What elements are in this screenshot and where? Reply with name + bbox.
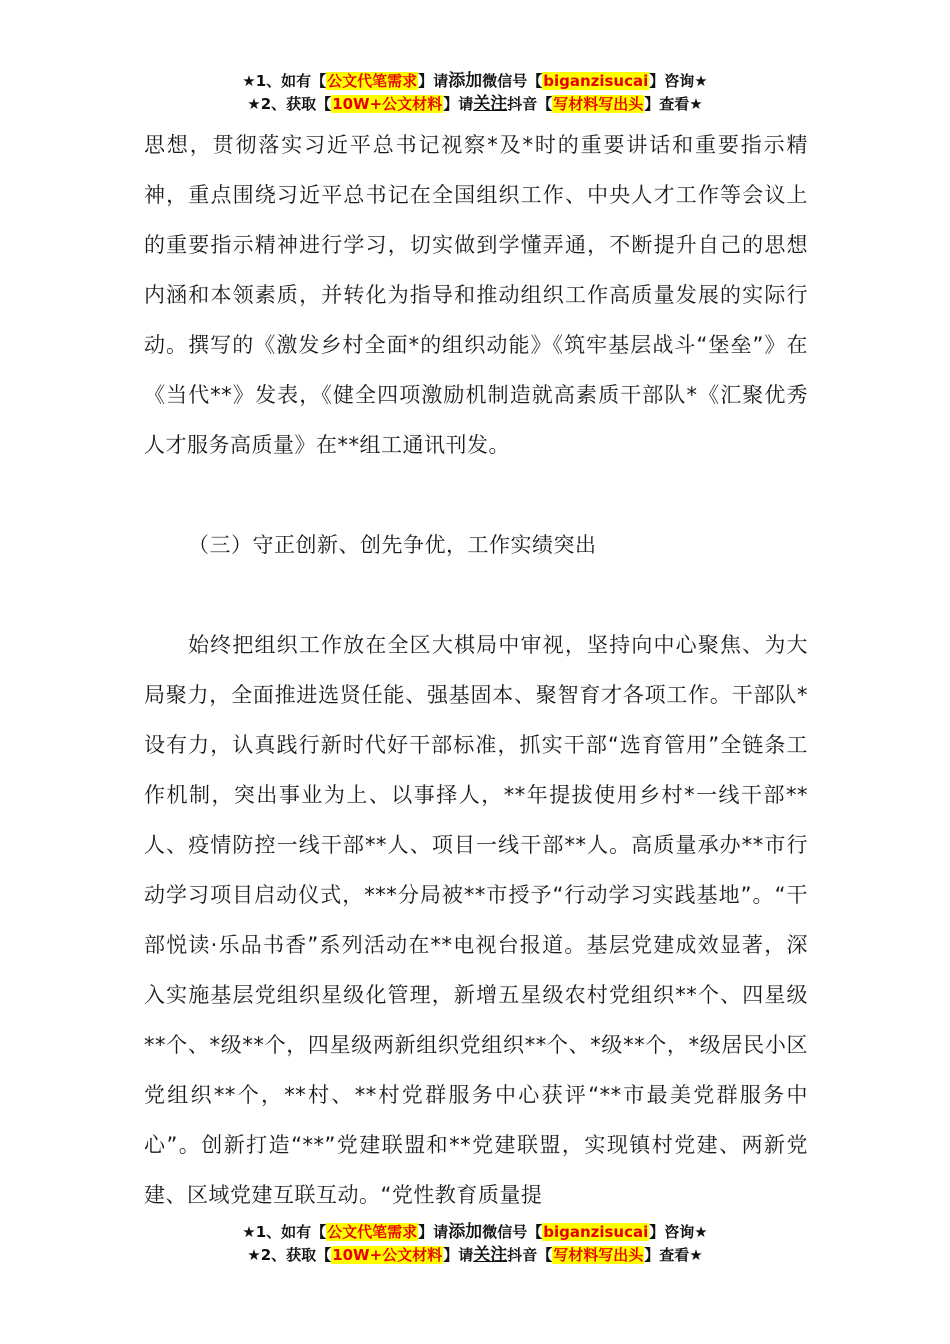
notice-text: ★1、如有【 <box>242 72 327 90</box>
highlight-wechat-id: biganzisucai <box>543 1223 649 1241</box>
notice-text: 微信号【 <box>482 72 543 90</box>
notice-line-2 <box>0 93 950 116</box>
notice-line-1 <box>0 1221 950 1244</box>
notice-line-2 <box>0 1244 950 1267</box>
notice-text: 抖音【 <box>507 95 553 113</box>
notice-text: 】请 <box>418 1223 449 1241</box>
notice-text: 】查看★ <box>644 1246 703 1264</box>
highlight-douyin-account: 写材料写出头 <box>553 95 644 113</box>
notice-text: ★2、获取【 <box>247 1246 332 1264</box>
notice-emphasis: 添加 <box>448 1222 483 1242</box>
body-paragraph: 始终把组织工作放在全区大棋局中审视，坚持向中心聚焦、为大局聚力，全面推进选贤任能、强基固本、聚智育才各项工作。干部队*设有力，认真践行新时代好干部标准，抓实干部“选育管用”全链条工作机制，突出事业为上、以事择人，**年提拔使用乡村*一线干部**人、疫情防控一线干部**人、项目一线干部**人。高质量承办**市行动学习项目启动仪式，***分局被**市授予“行动学习实践基地”。“干部悦读·乐品书香”系列活动在**电视台报道。基层党建成效显著，深入实施基层党组织星级化管理，新增五星级农村党组织**个、四星级**个、*级**个，四星级两新组织党组织**个、*级**个，*级居民小区党组织**个，**村、**村党群服务中心获评“**市最美党群服务中心”。创新打造“**”党建联盟和**党建联盟，实现镇村党建、两新党建、区域党建互联互动。“党性教育质量提 <box>144 633 808 1207</box>
notice-text: ★1、如有【 <box>242 1223 327 1241</box>
footer-notice <box>0 1221 950 1267</box>
highlight-wechat-id: biganzisucai <box>543 72 649 90</box>
notice-line-1 <box>0 70 950 93</box>
notice-text: 】咨询★ <box>649 1223 708 1241</box>
notice-text: 】请 <box>443 95 474 113</box>
highlight-douyin-account: 写材料写出头 <box>553 1246 644 1264</box>
notice-text: 抖音【 <box>507 1246 553 1264</box>
highlight-service: 公文代笔需求 <box>327 72 418 90</box>
notice-text: ★2、获取【 <box>247 95 332 113</box>
notice-text: 】请 <box>418 72 449 90</box>
notice-text: 】请 <box>443 1246 474 1264</box>
highlight-materials: 10W+公文材料 <box>332 1246 443 1264</box>
header-notice <box>0 70 950 116</box>
notice-emphasis: 关注 <box>473 94 508 114</box>
notice-emphasis: 添加 <box>448 71 483 91</box>
highlight-materials: 10W+公文材料 <box>332 95 443 113</box>
notice-emphasis: 关注 <box>473 1245 508 1265</box>
notice-text: 】咨询★ <box>649 72 708 90</box>
highlight-service: 公文代笔需求 <box>327 1223 418 1241</box>
document-body <box>144 120 808 1220</box>
notice-text: 微信号【 <box>482 1223 543 1241</box>
section-heading: （三）守正创新、创先争优，工作实绩突出 <box>188 533 597 557</box>
notice-text: 】查看★ <box>644 95 703 113</box>
body-paragraph: 思想，贯彻落实习近平总书记视察*及*时的重要讲话和重要指示精神，重点围绕习近平总书记在全国组织工作、中央人才工作等会议上的重要指示精神进行学习，切实做到学懂弄通，不断提升自己的思想内涵和本领素质，并转化为指导和推动组织工作高质量发展的实际行动。撰写的《激发乡村全面*的组织动能》《筑牢基层战斗“堡垒”》在《当代**》发表，《健全四项激励机制造就高素质干部队*《汇聚优秀人才服务高质量》在**组工通讯刊发。 <box>144 133 808 457</box>
